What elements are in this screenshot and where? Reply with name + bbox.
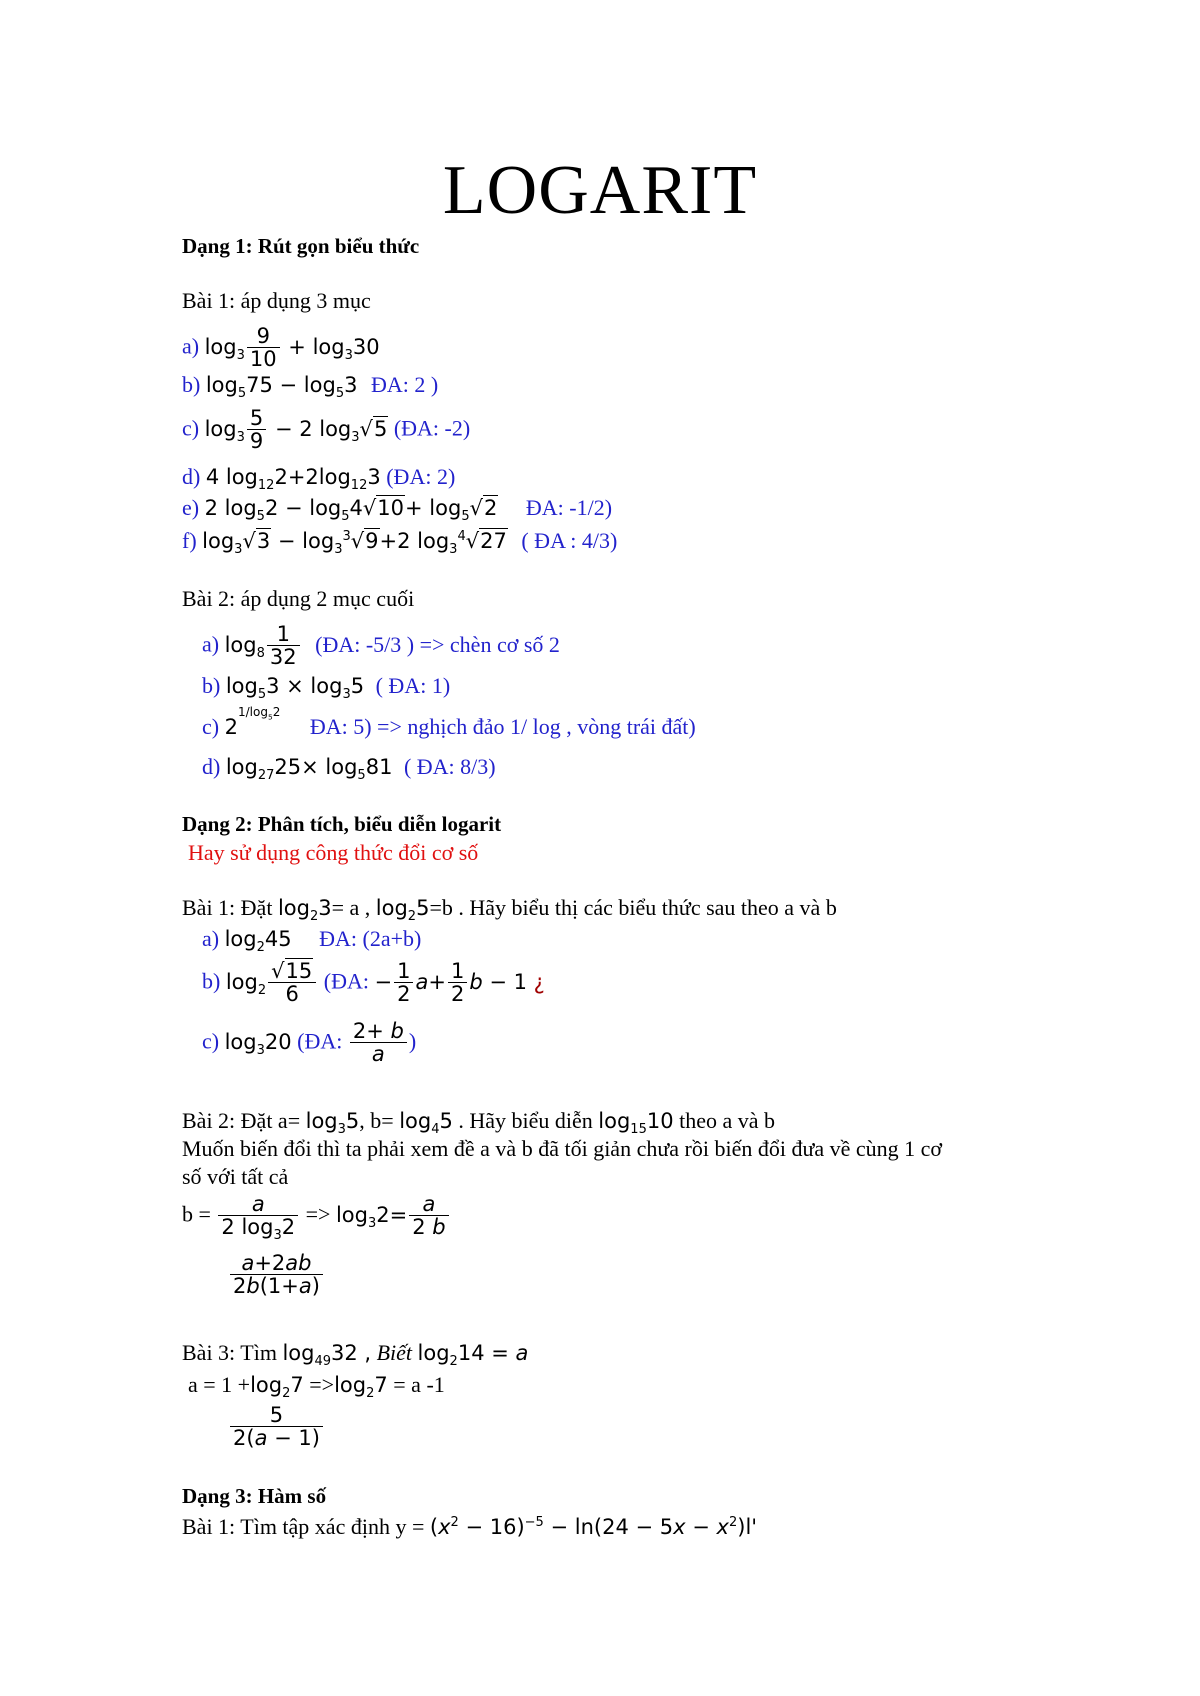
dang1-bai1-f <box>182 528 618 558</box>
formula: $\log_32=$ $\frac{a}{2 b}$ <box>336 1203 451 1227</box>
formula: $\log_{15}10$ <box>598 1109 674 1138</box>
label-text: Bài 1: Tìm tập xác định y = <box>182 1514 425 1539</box>
label-text: , b= <box>359 1108 394 1133</box>
section-heading-dang1: Dạng 1: Rút gọn biểu thức <box>182 234 420 258</box>
item-prefix: f) <box>182 528 197 553</box>
formula: $\log_25$ <box>375 896 430 925</box>
formula: $\log_{27}25\times \log_581$ <box>225 755 393 784</box>
formula: $\log_3$ $\frac{9}{10}$ + $\log_330$ <box>204 324 380 372</box>
formula: $\log_3√3 - \log_3^3√9+2$ $\log_3^4√27$ <box>202 529 507 558</box>
answer-formula: $\frac{2+ b}{a}$ <box>348 1030 409 1054</box>
label-text: . Hãy biểu diễn <box>458 1108 593 1133</box>
page-title: LOGARIT <box>442 152 758 229</box>
item-prefix: a) <box>182 333 200 359</box>
label-text: =b . Hãy biểu thị các biểu thức sau theo a và b <box>429 895 837 920</box>
dang2-hint: Hay sử dụng công thức đổi cơ số <box>188 840 479 865</box>
formula: $(x^2 - 16)^{-5} - \ln(24 - 5x - x^2)l'$ <box>429 1515 758 1539</box>
item-prefix: b) <box>182 372 201 397</box>
item-prefix: c) <box>202 1028 220 1054</box>
answer: ĐA: 5) => nghịch đảo 1/ log , vòng trái đất) <box>309 714 696 739</box>
dang2-bai3-label <box>182 1340 529 1370</box>
dang2-bai1-c <box>202 1020 416 1065</box>
item-prefix: a) <box>202 631 220 657</box>
formula: $\log_23$ <box>277 896 332 925</box>
dang2-bai2-label <box>182 1108 775 1138</box>
formula: $\log_45$ <box>399 1109 453 1138</box>
formula: $\log_320$ <box>224 1029 292 1058</box>
formula: $\log_2$ $\frac{√15}{6}$ <box>226 970 318 994</box>
dang1-bai1-b <box>182 372 439 402</box>
formula: $\log_27$ <box>334 1373 388 1402</box>
label-text: Bài 1: Đặt <box>182 895 273 920</box>
answer: ĐA: -1/2) <box>525 495 613 520</box>
item-prefix: e) <box>182 495 200 520</box>
bai1-label: Bài 1: áp dụng 3 mục <box>182 288 371 313</box>
answer: ( ĐA : 4/3) <box>521 528 618 553</box>
dang1-bai1-e <box>182 495 613 525</box>
answer: (ĐA: <box>297 1028 343 1054</box>
item-prefix: c) <box>202 714 220 739</box>
dang1-bai2-a <box>202 623 560 668</box>
dang1-bai2-c <box>202 705 696 739</box>
bai2-label: Bài 2: áp dụng 2 mục cuối <box>182 586 415 611</box>
answer-formula: − $\frac{1}{2}$ a+ $\frac{1}{2}$ b − 1 ¿ <box>374 959 545 1007</box>
item-prefix: d) <box>202 754 221 779</box>
dang1-bai1-c <box>182 407 470 452</box>
dang1-bai1-a <box>182 325 380 370</box>
label-text: Bài 2: Đặt a= <box>182 1108 301 1133</box>
arrow-text: => <box>305 1201 331 1227</box>
formula: $\log_214 = a$ <box>417 1341 529 1370</box>
dang2-bai3-line <box>188 1372 445 1402</box>
dang2-bai2-result: $\frac{a+2ab}{2b(1+a)}$ <box>228 1252 325 1297</box>
item-prefix: b) <box>202 968 221 994</box>
answer: (ĐA: -5/3 ) => chèn cơ số 2 <box>315 631 560 657</box>
dang2-bai1-a <box>202 926 422 956</box>
item-prefix: c) <box>182 415 200 441</box>
dang2-bai2-text1: Muốn biến đổi thì ta phải xem đề a và b đã tối giản chưa rồi biến đổi đưa về cùng 1 cơ <box>182 1136 943 1161</box>
dang3-bai1 <box>182 1516 757 1538</box>
formula: $\log_{49}32$ , <box>282 1341 372 1370</box>
formula: $\log_35$ <box>305 1109 360 1138</box>
formula: $\log_245$ <box>224 927 292 956</box>
answer: (ĐA: -2) <box>393 415 471 441</box>
dang2-bai1-label <box>182 895 837 925</box>
answer: ( ĐA: 1) <box>375 673 451 698</box>
item-prefix: d) <box>182 464 201 489</box>
dang1-bai2-d <box>202 754 496 784</box>
dang2-bai3-result: $\frac{5}{2(a - 1)}$ <box>228 1404 325 1449</box>
dang1-bai1-d <box>182 464 456 494</box>
formula: $\log_8$ $\frac{1}{32}$ <box>225 633 302 657</box>
label-text: = a -1 <box>393 1372 445 1397</box>
formula: 4 $\log_{12}2+2\log_{12}3$ <box>205 465 381 494</box>
dang2-bai2-text2: số với tất cả <box>182 1164 289 1189</box>
item-prefix: b) <box>202 673 221 698</box>
formula: $\log_53 \times \log_35$ <box>225 674 365 703</box>
formula: $2^{1/log_52}$ <box>224 705 281 739</box>
item-prefix: a) <box>202 926 220 951</box>
section-heading-dang3: Dạng 3: Hàm số <box>182 1484 327 1508</box>
answer: ) <box>408 1028 417 1054</box>
answer: (ĐA: 2) <box>386 464 456 489</box>
answer: ĐA: (2a+b) <box>319 926 422 951</box>
formula: $\frac{a}{2 \log_32}$ <box>216 1203 300 1227</box>
section-heading-dang2: Dạng 2: Phân tích, biểu diễn logarit <box>182 812 502 836</box>
answer: ( ĐA: 8/3) <box>403 754 496 779</box>
formula: $\log_575 - \log_53$ <box>205 373 358 402</box>
answer: (ĐA: <box>323 968 369 994</box>
label-text: Bài 3: Tìm <box>182 1340 277 1365</box>
dang2-bai1-b <box>202 960 545 1005</box>
arrow-text: => <box>309 1372 335 1397</box>
dang1-bai2-b <box>202 673 451 703</box>
dang2-bai2-derivation <box>182 1192 451 1244</box>
label-text: Biết <box>376 1340 413 1365</box>
label-text: theo a và b <box>679 1108 775 1133</box>
label-text: a = 1 + <box>188 1372 251 1397</box>
answer: ĐA: 2 ) <box>370 372 439 397</box>
label-text: b = <box>182 1201 211 1227</box>
formula: $\log_27$ <box>250 1373 304 1402</box>
formula: 2 $\log_52 - \log_54√10+ \log_5√2$ <box>204 496 498 525</box>
formula: $\log_3$ $\frac{5}{9}$ − 2 $\log_3√5$ <box>204 406 388 454</box>
label-text: = a , <box>331 895 371 920</box>
